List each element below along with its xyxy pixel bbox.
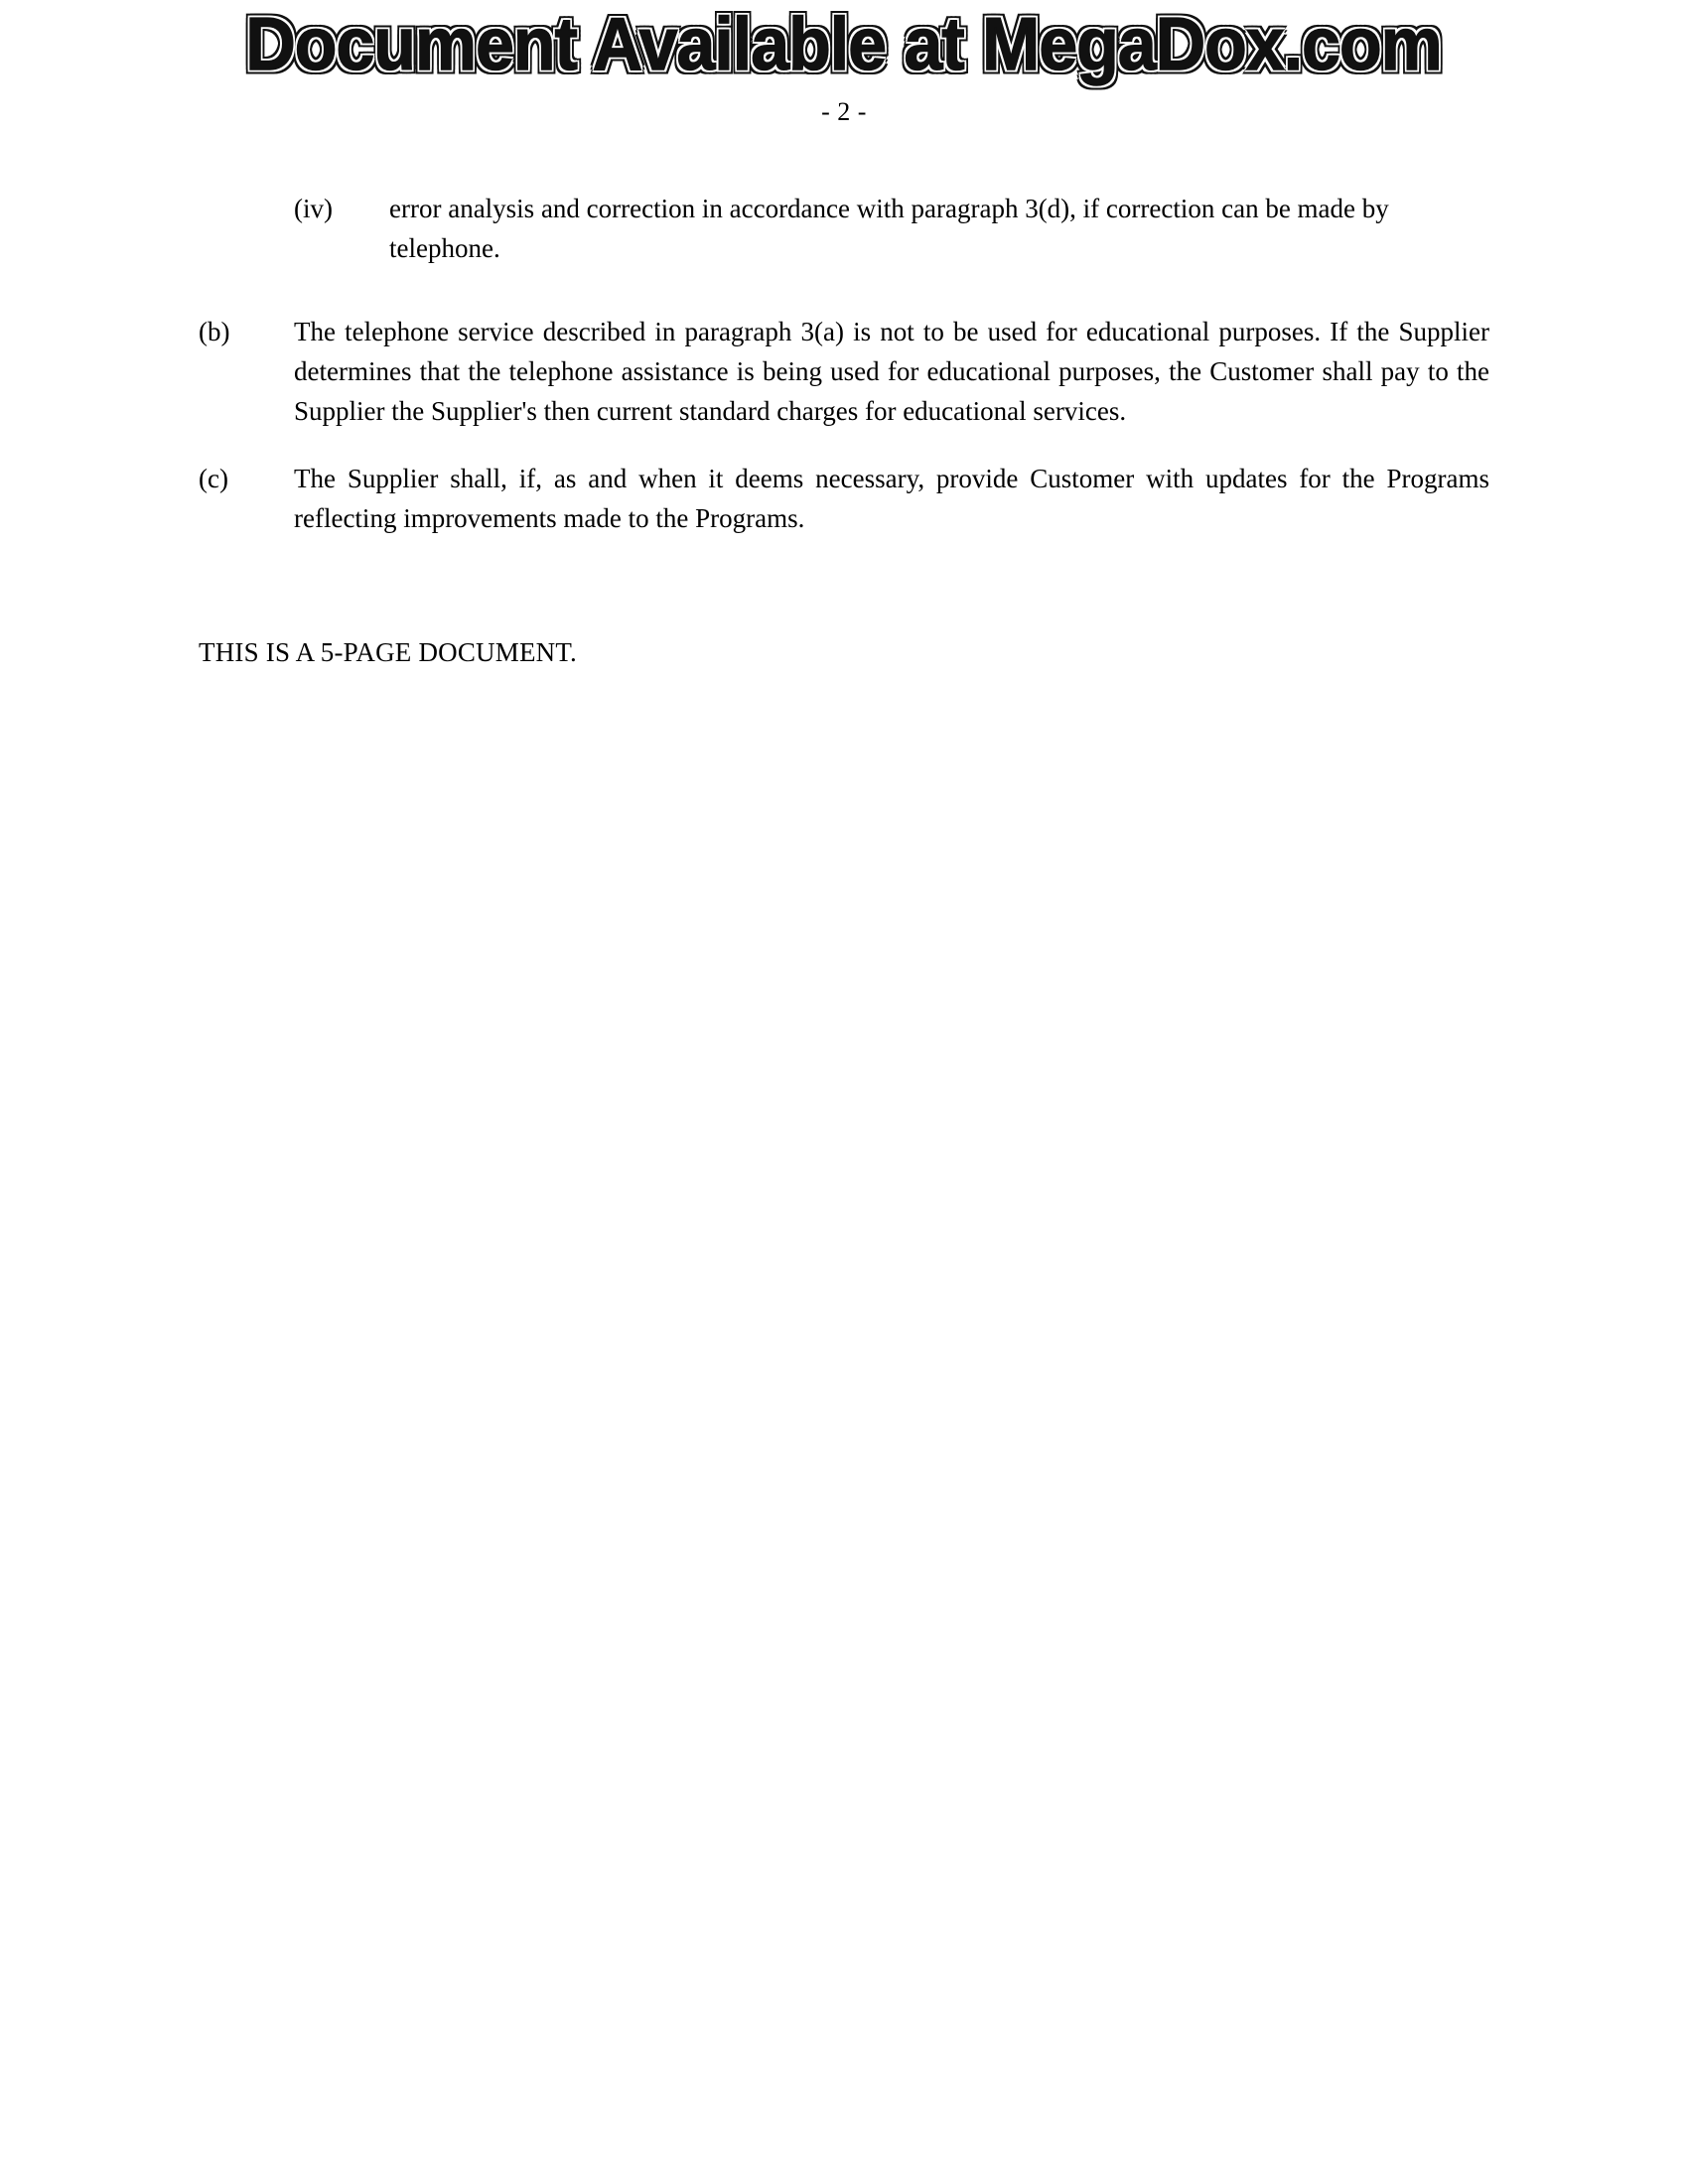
clause-text-b: The telephone service described in paragraph 3(a) is not to be used for educational purposes. If the Supplier determines that the telephone assistance is being used for educational purposes, the Customer shall pay to the Supplier the Supplier's then current standard charges for educational services. — [294, 317, 1489, 426]
clause-label-iv: (iv) — [294, 194, 333, 223]
clause-text-c: The Supplier shall, if, as and when it deems necessary, provide Customer with updates for the Programs reflecting improvements made to the Programs. — [294, 464, 1489, 533]
page-number: - 2 - — [821, 97, 867, 126]
closing-note: THIS IS A 5-PAGE DOCUMENT. — [199, 637, 577, 667]
clause-b — [199, 312, 1489, 431]
watermark-header — [0, 0, 1688, 83]
clause-text-iv: error analysis and correction in accordance with paragraph 3(d), if correction can be made by telephone. — [389, 194, 1389, 263]
clause-c — [199, 459, 1489, 538]
clause-iv — [294, 189, 1489, 268]
clause-label-b: (b) — [199, 317, 230, 346]
document-body — [199, 189, 1489, 566]
watermark-text: Document Available at MegaDox.com — [245, 2, 1443, 85]
clause-label-c: (c) — [199, 464, 228, 493]
